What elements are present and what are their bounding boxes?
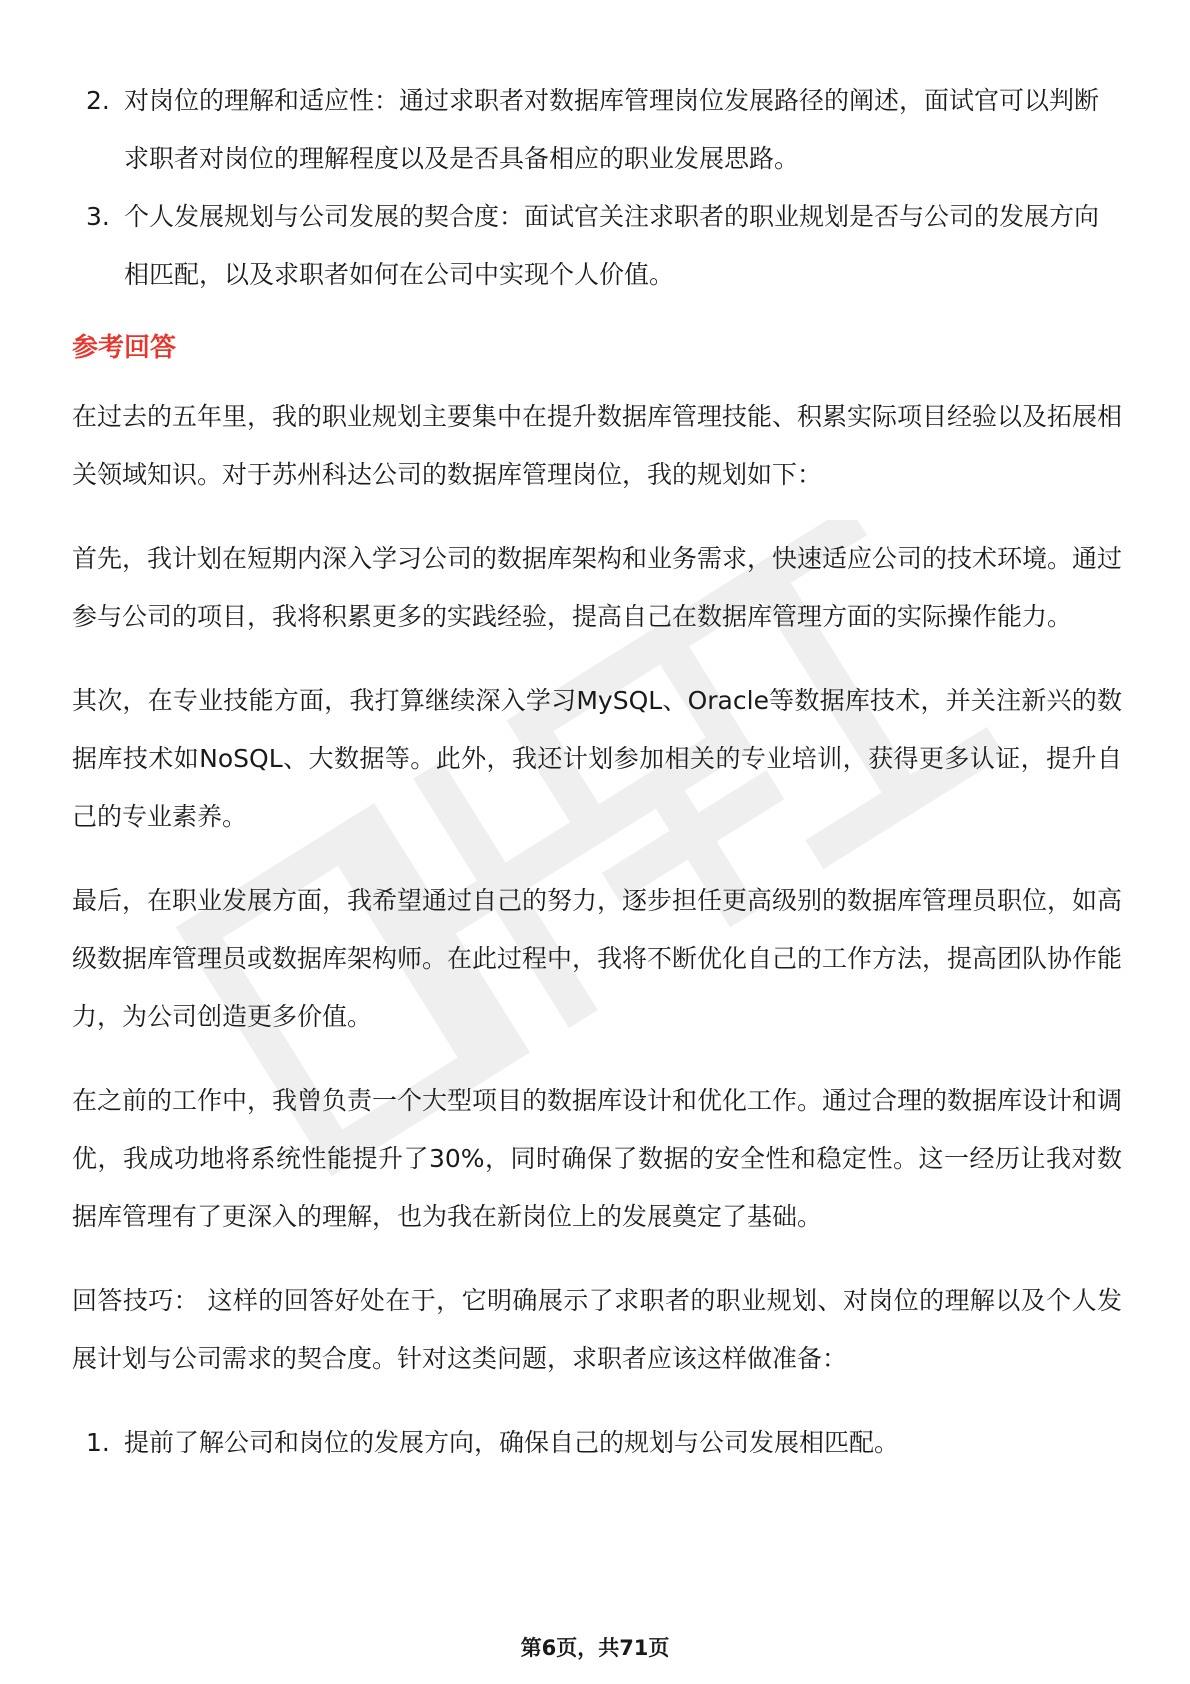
list-item-text: 个人发展规划与公司发展的契合度：面试官关注求职者的职业规划是否与公司的发展方向相匹配，以及求职者如何在公司中实现个人价值。 <box>124 202 1100 289</box>
list-item <box>72 188 1122 304</box>
paragraph: 首先，我计划在短期内深入学习公司的数据库架构和业务需求，快速适应公司的技术环境。通过参与公司的项目，我将积累更多的实践经验，提高自己在数据库管理方面的实际操作能力。 <box>72 544 1123 631</box>
paragraph: 其次，在专业技能方面，我打算继续深入学习MySQL、Oracle等数据库技术，并关注新兴的数据库技术如NoSQL、大数据等。此外，我还计划参加相关的专业培训，获得更多认证，提升自己的专业素养。 <box>72 686 1122 831</box>
list-item-number: 1. <box>86 1428 110 1457</box>
numbered-list-tips <box>72 1414 1122 1472</box>
list-item-number: 2. <box>86 86 110 115</box>
numbered-list-criteria <box>72 72 1122 304</box>
paragraph: 在之前的工作中，我曾负责一个大型项目的数据库设计和优化工作。通过合理的数据库设计和调优，我成功地将系统性能提升了30%，同时确保了数据的安全性和稳定性。这一经历让我对数据库管理有了更深入的理解，也为我在新岗位上的发展奠定了基础。 <box>72 1086 1123 1231</box>
section-heading: 参考回答 <box>72 333 177 363</box>
paragraph: 回答技巧： 这样的回答好处在于，它明确展示了求职者的职业规划、对岗位的理解以及个人发展计划与公司需求的契合度。针对这类问题，求职者应该这样做准备： <box>72 1286 1122 1373</box>
page-footer: 第6页，共71页 <box>520 1636 670 1660</box>
paragraph: 最后，在职业发展方面，我希望通过自己的努力，逐步担任更高级别的数据库管理员职位，如高级数据库管理员或数据库架构师。在此过程中，我将不断优化自己的工作方法，提高团队协作能力，为公司创造更多价值。 <box>72 886 1123 1031</box>
paragraph: 在过去的五年里，我的职业规划主要集中在提升数据库管理技能、积累实际项目经验以及拓展相关领域知识。对于苏州科达公司的数据库管理岗位，我的规划如下： <box>72 402 1123 489</box>
list-item <box>72 72 1122 188</box>
list-item-text: 提前了解公司和岗位的发展方向，确保自己的规划与公司发展相匹配。 <box>124 1428 900 1457</box>
document-content <box>72 72 1122 1472</box>
list-item <box>72 1414 1122 1472</box>
list-item-number: 3. <box>86 202 110 231</box>
list-item-text: 对岗位的理解和适应性：通过求职者对数据库管理岗位发展路径的阐述，面试官可以判断求职者对岗位的理解程度以及是否具备相应的职业发展思路。 <box>124 86 1100 173</box>
